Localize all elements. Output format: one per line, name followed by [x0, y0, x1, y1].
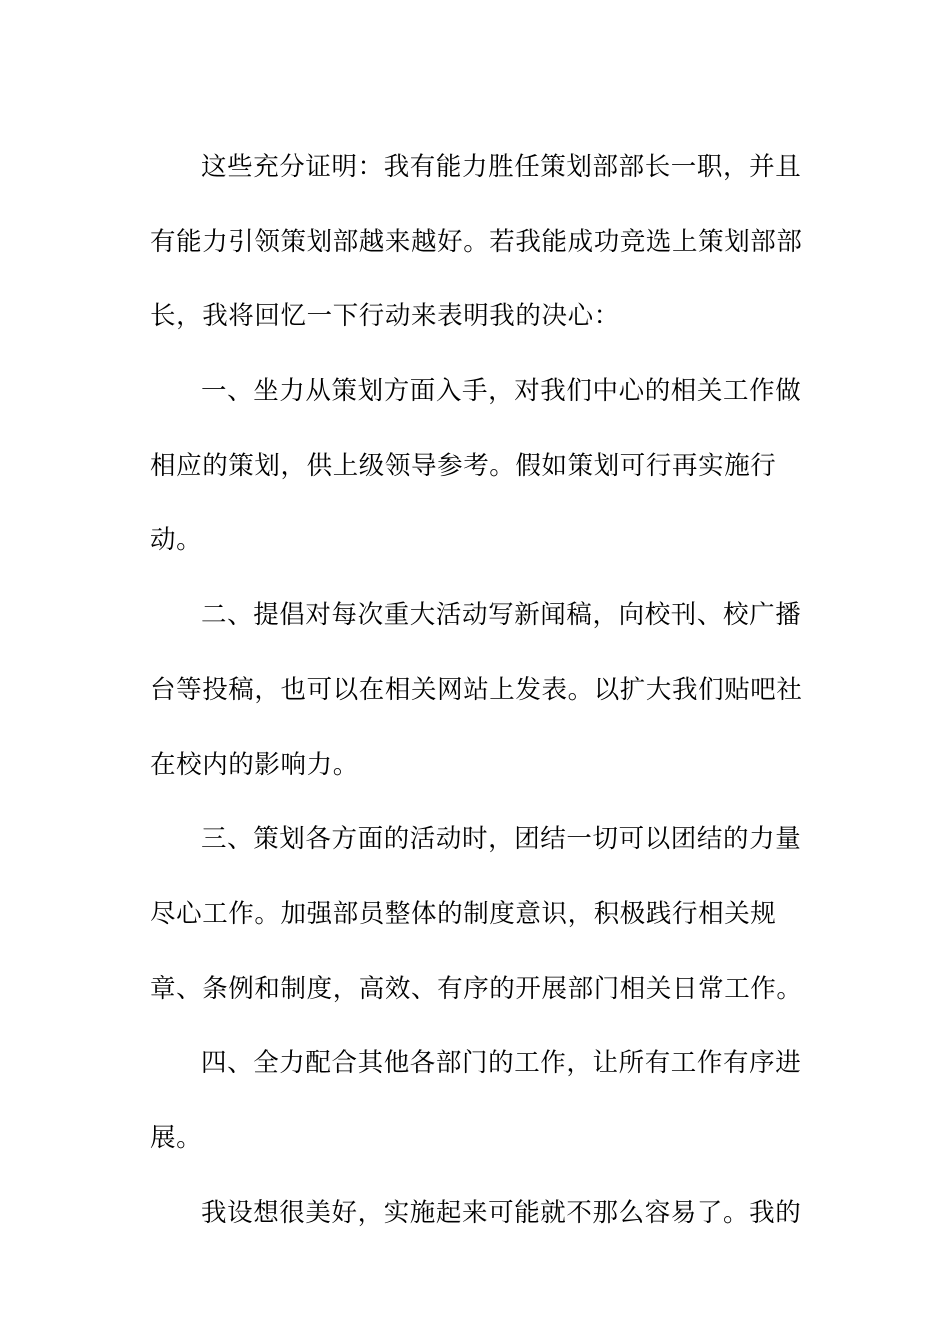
paragraph-point-three: [150, 802, 803, 1026]
paragraph-point-one: [150, 354, 800, 578]
text-line: 尽心工作。加强部员整体的制度意识，积极践行相关规: [150, 898, 777, 929]
text-line: 四、全力配合其他各部门的工作，让所有工作有序进: [201, 1048, 802, 1079]
paragraph-qualification: [150, 130, 803, 354]
text-line: 长，我将回忆一下行动来表明我的决心：: [150, 301, 620, 332]
text-line: 这些充分证明：我有能力胜任策划部部长一职，并且: [201, 152, 802, 182]
text-line: 相应的策划，供上级领导参考。假如策划可行再实施行: [150, 450, 777, 481]
paragraph-point-two: [150, 578, 803, 802]
paragraph-point-four: [150, 1026, 800, 1175]
text-line: 我设想很美好，实施起来可能就不那么容易了。我的: [201, 1197, 802, 1228]
text-line: 有能力引领策划部越来越好。若我能成功竞选上策划部部: [150, 226, 803, 257]
text-line: 一、坐力从策划方面入手，对我们中心的相关工作做: [201, 376, 802, 407]
text-line: 章、条例和制度，高效、有序的开展部门相关日常工作。: [150, 973, 803, 1004]
paragraph-closing: [150, 1176, 800, 1251]
text-line: 在校内的影响力。: [150, 749, 359, 780]
text-line: 展。: [150, 1122, 203, 1153]
text-line: 动。: [150, 525, 203, 556]
text-line: 二、提倡对每次重大活动写新闻稿，向校刊、校广播: [201, 600, 802, 631]
text-line: 三、策划各方面的活动时，团结一切可以团结的力量: [201, 824, 802, 855]
document-body: [150, 130, 803, 1250]
text-line: 台等投稿，也可以在相关网站上发表。以扩大我们贴吧社: [150, 674, 803, 705]
